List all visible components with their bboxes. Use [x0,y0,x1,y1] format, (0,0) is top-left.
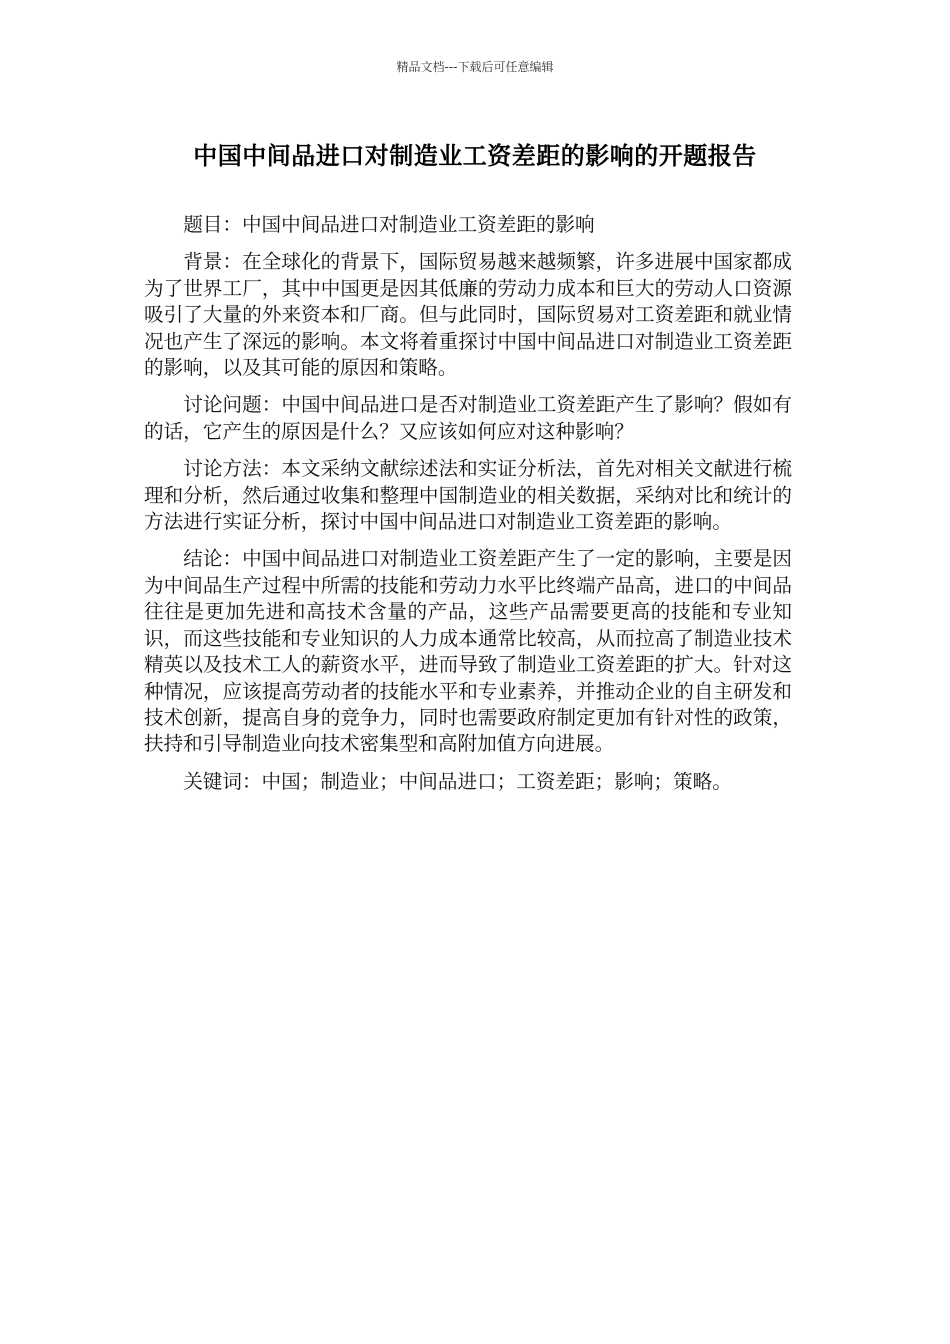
document-title: 中国中间品进口对制造业工资差距的影响的开题报告 [193,142,757,170]
conclusion-paragraph: 结论：中国中间品进口对制造业工资差距产生了一定的影响，主要是因为中间品生产过程中所需的技能和劳动力水平比终端产品高，进口的中间品往往是更加先进和高技术含量的产品，这些产品需要更高的技能和专业知识，而这些技能和专业知识的人力成本通常比较高，从而拉高了制造业技术精英以及技术工人的薪资水平，进而导致了制造业工资差距的扩大。针对这种情况，应该提高劳动者的技能水平和专业素养，并推动企业的自主研发和技术创新，提高自身的竞争力，同时也需要政府制定更加有针对性的政策，扶持和引导制造业向技术密集型和高附加值方向进展。 [144,547,792,756]
background-paragraph: 背景：在全球化的背景下，国际贸易越来越频繁，许多进展中国家都成为了世界工厂，其中中国更是因其低廉的劳动力成本和巨大的劳动人口资源吸引了大量的外来资本和厂商。但与此同时，国际贸易对工资差距和就业情况也产生了深远的影响。本文将着重探讨中国中间品进口对制造业工资差距的影响，以及其可能的原因和策略。 [144,250,792,380]
header-note: 精品文档---下载后可任意编辑 [396,60,554,74]
method-paragraph: 讨论方法：本文采纳文献综述法和实证分析法，首先对相关文献进行梳理和分析，然后通过收集和整理中国制造业的相关数据，采纳对比和统计的方法进行实证分析，探讨中国中间品进口对制造业工资差距的影响。 [144,457,792,534]
topic-paragraph: 题目：中国中间品进口对制造业工资差距的影响 [183,213,595,236]
question-paragraph: 讨论问题：中国中间品进口是否对制造业工资差距产生了影响？假如有的话，它产生的原因是什么？又应该如何应对这种影响？ [144,393,792,443]
document-body [144,212,792,806]
keywords-paragraph: 关键词：中国；制造业；中间品进口；工资差距；影响；策略。 [183,769,732,793]
